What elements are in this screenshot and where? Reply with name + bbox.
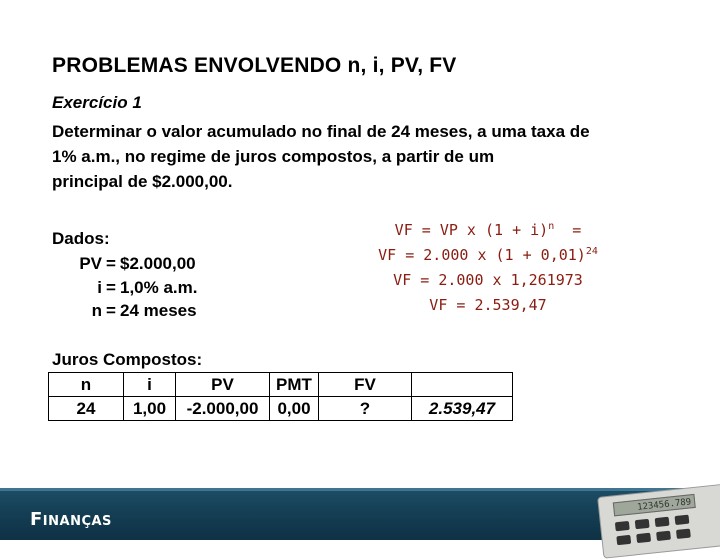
footer-sheen	[0, 488, 720, 491]
juros-compostos-table	[48, 372, 513, 421]
dados-variable: i	[97, 277, 102, 297]
formula-line: VF = 2.000 x 1,261973	[393, 271, 583, 289]
table-header: FV	[319, 373, 412, 397]
formula-line	[358, 243, 618, 268]
calculator-key	[675, 515, 690, 525]
calculator-key	[676, 529, 691, 539]
table-cell: 24	[49, 397, 124, 421]
statement-line: principal de $2.000,00.	[52, 172, 233, 191]
juros-compostos-label: Juros Compostos:	[52, 350, 203, 369]
calculator-screen: 123456.789	[613, 494, 696, 516]
dados-row	[62, 299, 198, 323]
calculator-key	[615, 521, 630, 531]
dados-row	[62, 276, 198, 300]
dados-variable: n	[91, 301, 102, 320]
calculator-icon	[597, 483, 720, 558]
table-header: n	[49, 373, 124, 397]
statement-line: Determinar o valor acumulado no final de 24 meses, a uma taxa de	[52, 122, 590, 141]
table-header-row	[49, 373, 513, 397]
dados-equals: =	[106, 301, 116, 320]
calculator-key	[656, 531, 671, 541]
formula-line: VF = 2.539,47	[429, 296, 547, 314]
footer-brand: Finanças	[30, 509, 112, 530]
dados-value: $2.000,00	[120, 254, 196, 273]
table-header: i	[124, 373, 176, 397]
calculator-key	[635, 519, 650, 529]
table-header: PV	[176, 373, 270, 397]
statement-line: 1% a.m., no regime de juros compostos, a partir de um	[52, 147, 495, 166]
table-row	[49, 397, 513, 421]
formula-exponent: 24	[585, 246, 598, 257]
dados-row	[62, 252, 198, 276]
exercise-title: Exercício 1	[52, 93, 142, 112]
dados-value: 24 meses	[120, 301, 197, 320]
dados-equals: =	[106, 277, 116, 297]
table-cell: -2.000,00	[176, 397, 270, 421]
dados-variable: PV	[79, 254, 102, 273]
dados-value: 1,0% a.m.	[120, 277, 198, 297]
problem-statement	[52, 119, 652, 194]
table-cell: ?	[319, 397, 412, 421]
formula-text: VF = VP x (1 + i)	[394, 221, 549, 239]
formula-text: =	[554, 221, 582, 239]
table-cell-result: 2.539,47	[412, 397, 513, 421]
slide-title: PROBLEMAS ENVOLVENDO n, i, PV, FV	[52, 54, 457, 77]
formula-block	[358, 218, 618, 318]
dados-list	[62, 252, 198, 323]
table-cell: 0,00	[270, 397, 319, 421]
calculator-key	[616, 535, 631, 545]
formula-line	[358, 218, 618, 243]
calculator-key	[655, 517, 670, 527]
table-header: PMT	[270, 373, 319, 397]
dados-label: Dados:	[52, 229, 110, 248]
formula-text: VF = 2.000 x (1 + 0,01)	[378, 246, 586, 264]
table-cell: 1,00	[124, 397, 176, 421]
dados-equals: =	[106, 254, 116, 273]
table-header	[412, 373, 513, 397]
formula-exponent: n	[548, 221, 555, 232]
calculator-key	[636, 533, 651, 543]
